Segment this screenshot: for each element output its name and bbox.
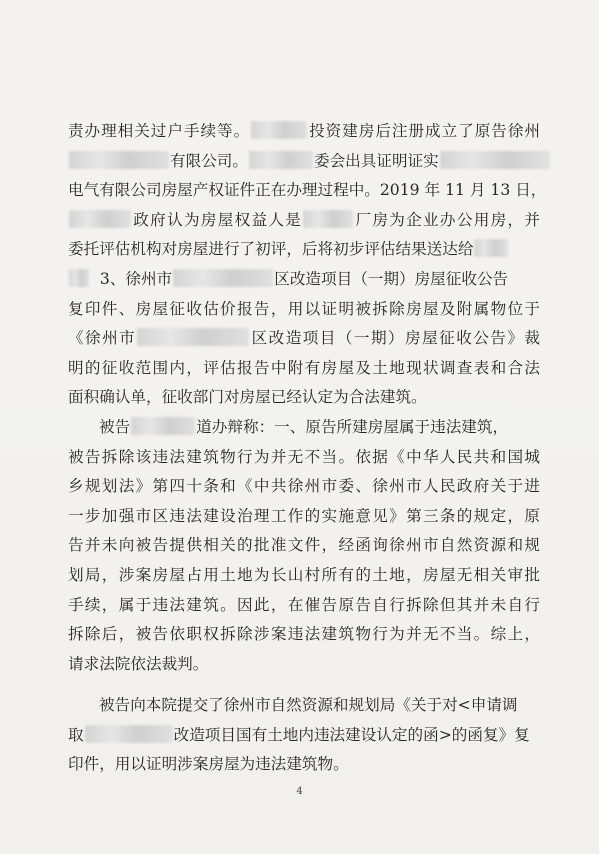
text-segment: 《徐州市 — [68, 329, 137, 348]
text-segment: 复印件、房屋征收估价报告，用以证明被拆除房屋及附属物位于 — [68, 299, 540, 318]
text-line-2 — [68, 147, 540, 177]
redaction-block — [440, 151, 550, 169]
text-segment: 改造项目国有土地内违法建设认定的函>的函复》复 — [173, 725, 530, 744]
redaction-block — [474, 239, 508, 257]
text-segment: 厂房为企业办公用房，并 — [354, 210, 540, 229]
text-line-13 — [68, 472, 540, 502]
text-segment: 3、徐州市 — [99, 269, 173, 288]
text-line-6 — [68, 265, 540, 295]
text-segment: 被告向本院提交了徐州市自然资源和规划局《关于对<申请调 — [99, 696, 518, 715]
text-segment: 区改造项目（一期）房屋征收公告 — [274, 269, 509, 288]
text-segment: 被告 — [99, 417, 131, 436]
text-line-14 — [68, 502, 540, 532]
text-line-5 — [68, 235, 540, 265]
text-segment: 委会出具证明证实 — [313, 151, 439, 170]
text-segment: 一步加强市区违法建设治理工作的实施意见》第三条的规定，原 — [68, 506, 540, 525]
text-line-1 — [68, 117, 540, 147]
text-line-12 — [68, 443, 540, 473]
text-line-3 — [68, 176, 547, 206]
text-line-21 — [68, 721, 540, 751]
text-segment: 面积确认单，征收部门对房屋已经认定为合法建筑。 — [68, 388, 427, 407]
text-segment: 明的征收范围内，评估报告中附有房屋及土地现状调查表和合法 — [68, 358, 540, 377]
redaction-block — [137, 328, 249, 346]
text-segment: 手续，属于违法建筑。因此，在催告原告自行拆除但其并未自行 — [68, 595, 540, 614]
text-segment: 拆除后，被告依职权拆除涉案违法建筑物行为并无不当。综上， — [68, 625, 540, 644]
text-line-10 — [68, 383, 540, 413]
text-segment: 请求法院依法裁判。 — [68, 654, 209, 673]
text-line-20 — [68, 691, 540, 721]
text-segment: 责办理相关过户手续等。 — [68, 122, 251, 140]
text-segment: 道办辩称：一、原告所建房屋属于违法建筑， — [196, 417, 509, 436]
text-line-17 — [68, 591, 540, 621]
text-segment: 印件，用以证明涉案房屋为违法建筑物。 — [68, 755, 349, 774]
text-segment: 区改造项目（一期）房屋征收公告》裁 — [250, 329, 540, 348]
body-text — [68, 117, 547, 780]
redaction-block — [69, 269, 89, 287]
text-line-9 — [68, 354, 540, 384]
text-segment: 划局，涉案房屋占用土地为长山村所有的土地，房屋无相关审批 — [68, 565, 540, 584]
redaction-block — [303, 210, 353, 228]
text-line-15 — [68, 531, 540, 561]
redaction-block — [249, 151, 313, 169]
text-segment: 投资建房后注册成立了原告徐州 — [308, 122, 540, 140]
text-line-8 — [68, 324, 540, 354]
redaction-block — [173, 269, 273, 287]
text-segment: 告并未向被告提供相关的批准文件，经函询徐州市自然资源和规 — [68, 536, 540, 555]
text-segment: 取 — [68, 725, 84, 744]
text-segment: 政府认为房屋权益人是 — [132, 210, 303, 229]
text-line-16 — [68, 561, 540, 591]
text-line-18 — [68, 620, 540, 650]
redaction-block — [251, 121, 307, 139]
text-line-7 — [68, 295, 540, 325]
text-line-19 — [68, 650, 540, 680]
redaction-block — [69, 151, 169, 169]
redaction-block — [85, 725, 173, 743]
page-number: 4 — [296, 786, 303, 797]
text-segment: 委托评估机构对房屋进行了初评，后将初步评估结果送达给 — [68, 240, 474, 259]
text-segment: 电气有限公司房屋产权证件正在办理过程中。2019 年 11 月 13 日， — [68, 181, 547, 200]
text-line-11 — [68, 413, 540, 443]
text-line-22 — [68, 750, 540, 780]
text-line-4 — [68, 206, 540, 236]
text-segment: 被告拆除该违法建筑物行为并无不当。依据《中华人民共和国城 — [68, 447, 540, 466]
text-segment: 有限公司。 — [170, 151, 248, 170]
redaction-block — [69, 210, 131, 228]
redaction-block — [131, 417, 195, 435]
text-segment: 乡规划法》第四十条和《中共徐州市委、徐州市人民政府关于进 — [68, 477, 540, 496]
